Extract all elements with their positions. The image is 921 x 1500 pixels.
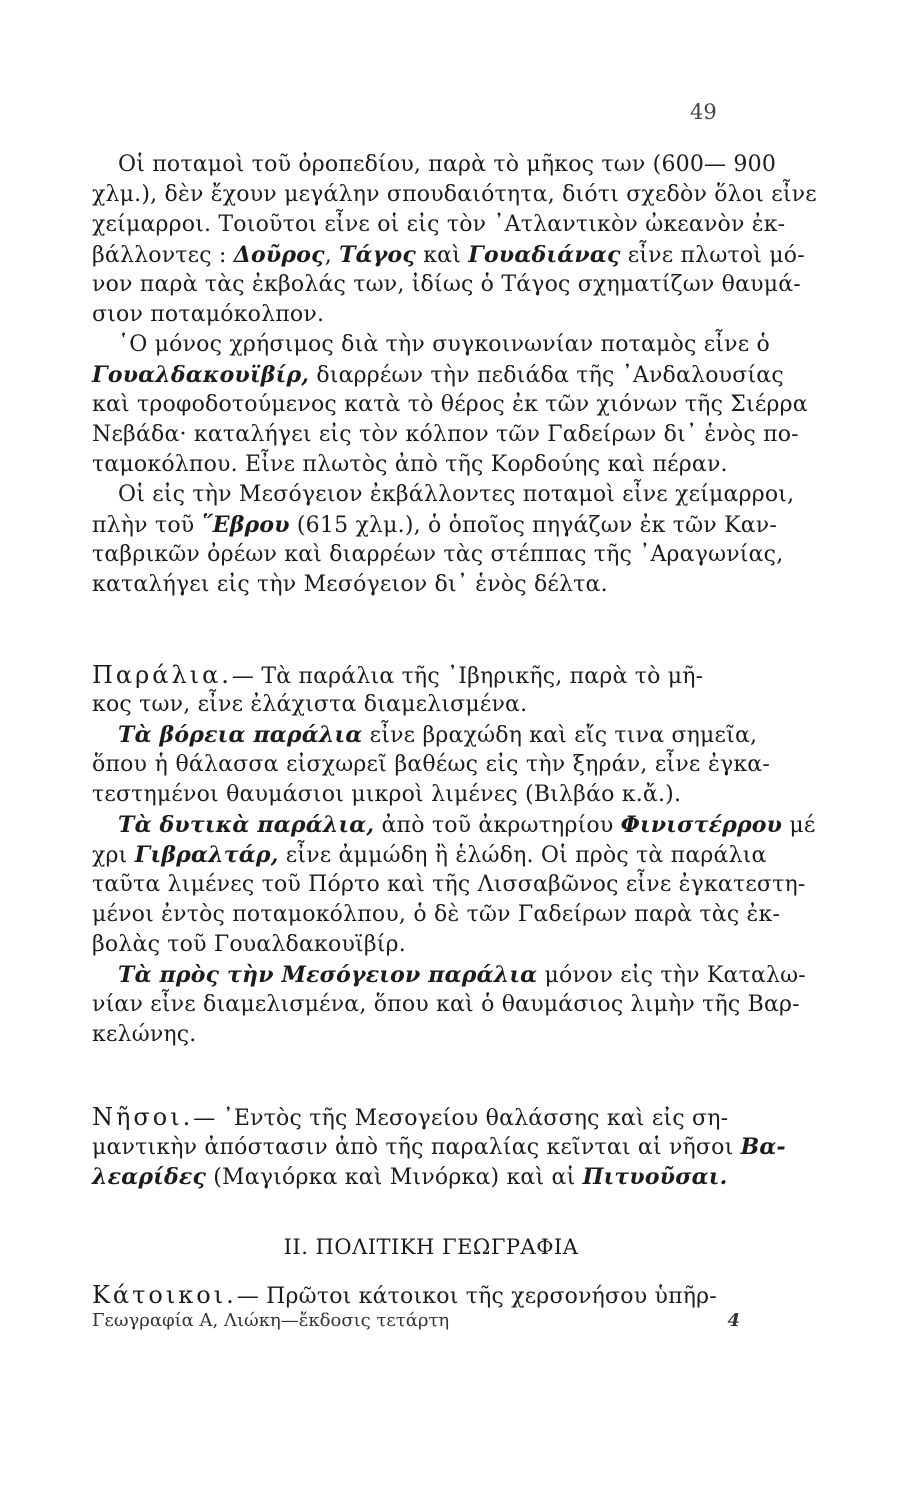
text-line: Οἱ ποταμοὶ τοῦ ὀροπεδίου, παρὰ τὸ μῆκος των (600— 900 [118,152,777,177]
text-line: Παράλια.— Τὰ παράλια τῆς ᾽Ιβηρικῆς, παρὰ τὸ μῆ- [92,661,704,689]
section-head-islands: Νῆσοι. [92,1103,194,1131]
river-tagus: Τάγος [339,242,416,268]
text-line: νίαν εἶνε διαμελισμένα, ὅπου καὶ ὁ θαυμάσιος λιμὴν τῆς Βαρ- [92,992,800,1017]
text-line: Τὰ πρὸς τὴν Μεσόγειον παράλια μόνον εἰς τὴν Καταλω- [118,962,806,988]
river-ebro: ῞Εβρου [201,512,290,538]
rivers-paragraphs [92,150,817,600]
islands-paragraph [92,1102,786,1192]
inhabitants-paragraph [92,1280,770,1310]
chapter-heading [92,1232,770,1262]
river-guadalquivir: Γουαλδακουϊβίρ, [92,362,310,388]
text-line: καταλήγει εἰς τὴν Μεσόγειον δι᾽ ἑνὸς δέλτα. [92,572,608,597]
text-line: Κάτοικοι.— Πρῶτοι κάτοικοι τῆς χερσονήσου ὑπῆρ- [92,1281,717,1309]
text-line: λεαρίδες (Μαγιόρκα καὶ Μινόρκα) καὶ αἱ Πιτυοῦσαι. [92,1164,728,1190]
text-line: ταβρικῶν ὀρέων καὶ διαρρέων τὰς στέππας τῆς ᾽Αραγωνίας, [92,542,784,567]
page-number: 49 [690,100,717,124]
text-line: πλὴν τοῦ ῞Εβρου (615 χλμ.), ὁ ὁποῖος πηγάζων ἐκ τῶν Καν- [92,512,777,538]
text-line: Νῆσοι.— ᾽Εντὸς τῆς Μεσογείου θαλάσσης καὶ εἰς ση- [92,1103,729,1131]
river-guadiana: Γουαδιάνας [468,242,621,268]
coasts-paragraphs [92,660,816,1050]
river-douro: Δοῦρος [233,242,325,268]
text-line: χλμ.), δὲν ἔχουν μεγάλην σπουδαιότητα, διότι σχεδὸν ὅλοι εἶνε [92,182,817,207]
text-line: χρι Γιβραλτάρ, εἶνε ἀμμώδη ἢ ἑλώδη. Οἱ πρὸς τὰ παράλια [92,842,767,868]
text-line: Γουαλδακουϊβίρ, διαρρέων τὴν πεδιάδα τῆς ᾽Ανδαλουσίας [92,362,784,388]
signature-number: 4 [727,1310,740,1331]
text-line: κος των, εἶνε ἐλάχιστα διαμελισμένα. [92,692,528,717]
text-line: τεστημένοι θαυμάσιοι μικροὶ λιμένες (Βιλβάο κ.ἄ.). [92,782,682,807]
section-head-inhabitants: Κάτοικοι. [92,1281,237,1309]
section-head-coasts: Παράλια. [92,661,232,689]
text-line: Νεβάδα· καταλήγει εἰς τὸν κόλπον τῶν Γαδείρων δι᾽ ἑνὸς πο- [92,422,799,447]
text-line: Τὰ βόρεια παράλια εἶνε βραχώδη καὶ εἴς τινα σημεῖα, [118,722,758,748]
page-footer [92,1310,740,1331]
section-title: ΙΙ. ΠΟΛΙΤΙΚΗ ΓΕΩΓΡΑΦΙΑ [283,1235,579,1259]
text-line: ταμοκόλπου. Εἶνε πλωτὸς ἀπὸ τῆς Κορδούης καὶ πέραν. [92,452,728,477]
text-line: βολὰς τοῦ Γουαλδακουϊβίρ. [92,932,406,957]
footer-left: Γεωγραφία Α, Λιώκη—ἔκδοσις τετάρτη [92,1310,450,1331]
text-line: σιον ποταμόκολπον. [92,302,325,327]
text-line: ταῦτα λιμένες τοῦ Πόρτο καὶ τῆς Λισσαβῶνος εἶνε ἐγκατεστη- [92,872,806,897]
text-line: βάλλοντες : Δοῦρος, Τάγος καὶ Γουαδιάνας εἶνε πλωτοὶ μό- [92,242,805,268]
text-line: ῾Ο μόνος χρήσιμος διὰ τὴν συγκοινωνίαν ποταμὸς εἶνε ὁ [118,332,770,357]
text-line: μένοι ἐντὸς ποταμοκόλπου, ὁ δὲ τῶν Γαδείρων παρὰ τὰς ἐκ- [92,902,781,927]
text-line: Οἱ εἰς τὴν Μεσόγειον ἐκβάλλοντες ποταμοὶ εἶνε χείμαρροι, [118,482,795,507]
text-line: χείμαρροι. Τοιοῦτοι εἶνε οἱ εἰς τὸν ᾽Ατλαντικὸν ὠκεανὸν ἐκ- [92,212,786,237]
text-line: νον παρὰ τὰς ἐκβολάς των, ἰδίως ὁ Τάγος σχηματίζων θαυμά- [92,272,801,297]
text-line: ὅπου ἡ θάλασσα εἰσχωρεῖ βαθέως εἰς τὴν ξηράν, εἶνε ἐγκα- [92,752,770,777]
text-line: καὶ τροφοδοτούμενος κατὰ τὸ θέρος ἐκ τῶν χιόνων τῆς Σιέρρα [92,392,808,417]
text-line: Τὰ δυτικὰ παράλια, ἀπὸ τοῦ ἀκρωτηρίου Φινιστέρρου μέ [118,812,816,838]
text-line: κελώνης. [92,1022,197,1047]
text-line: μαντικὴν ἀπόστασιν ἀπὸ τῆς παραλίας κεῖνται αἱ νῆσοι Βα- [92,1134,786,1160]
